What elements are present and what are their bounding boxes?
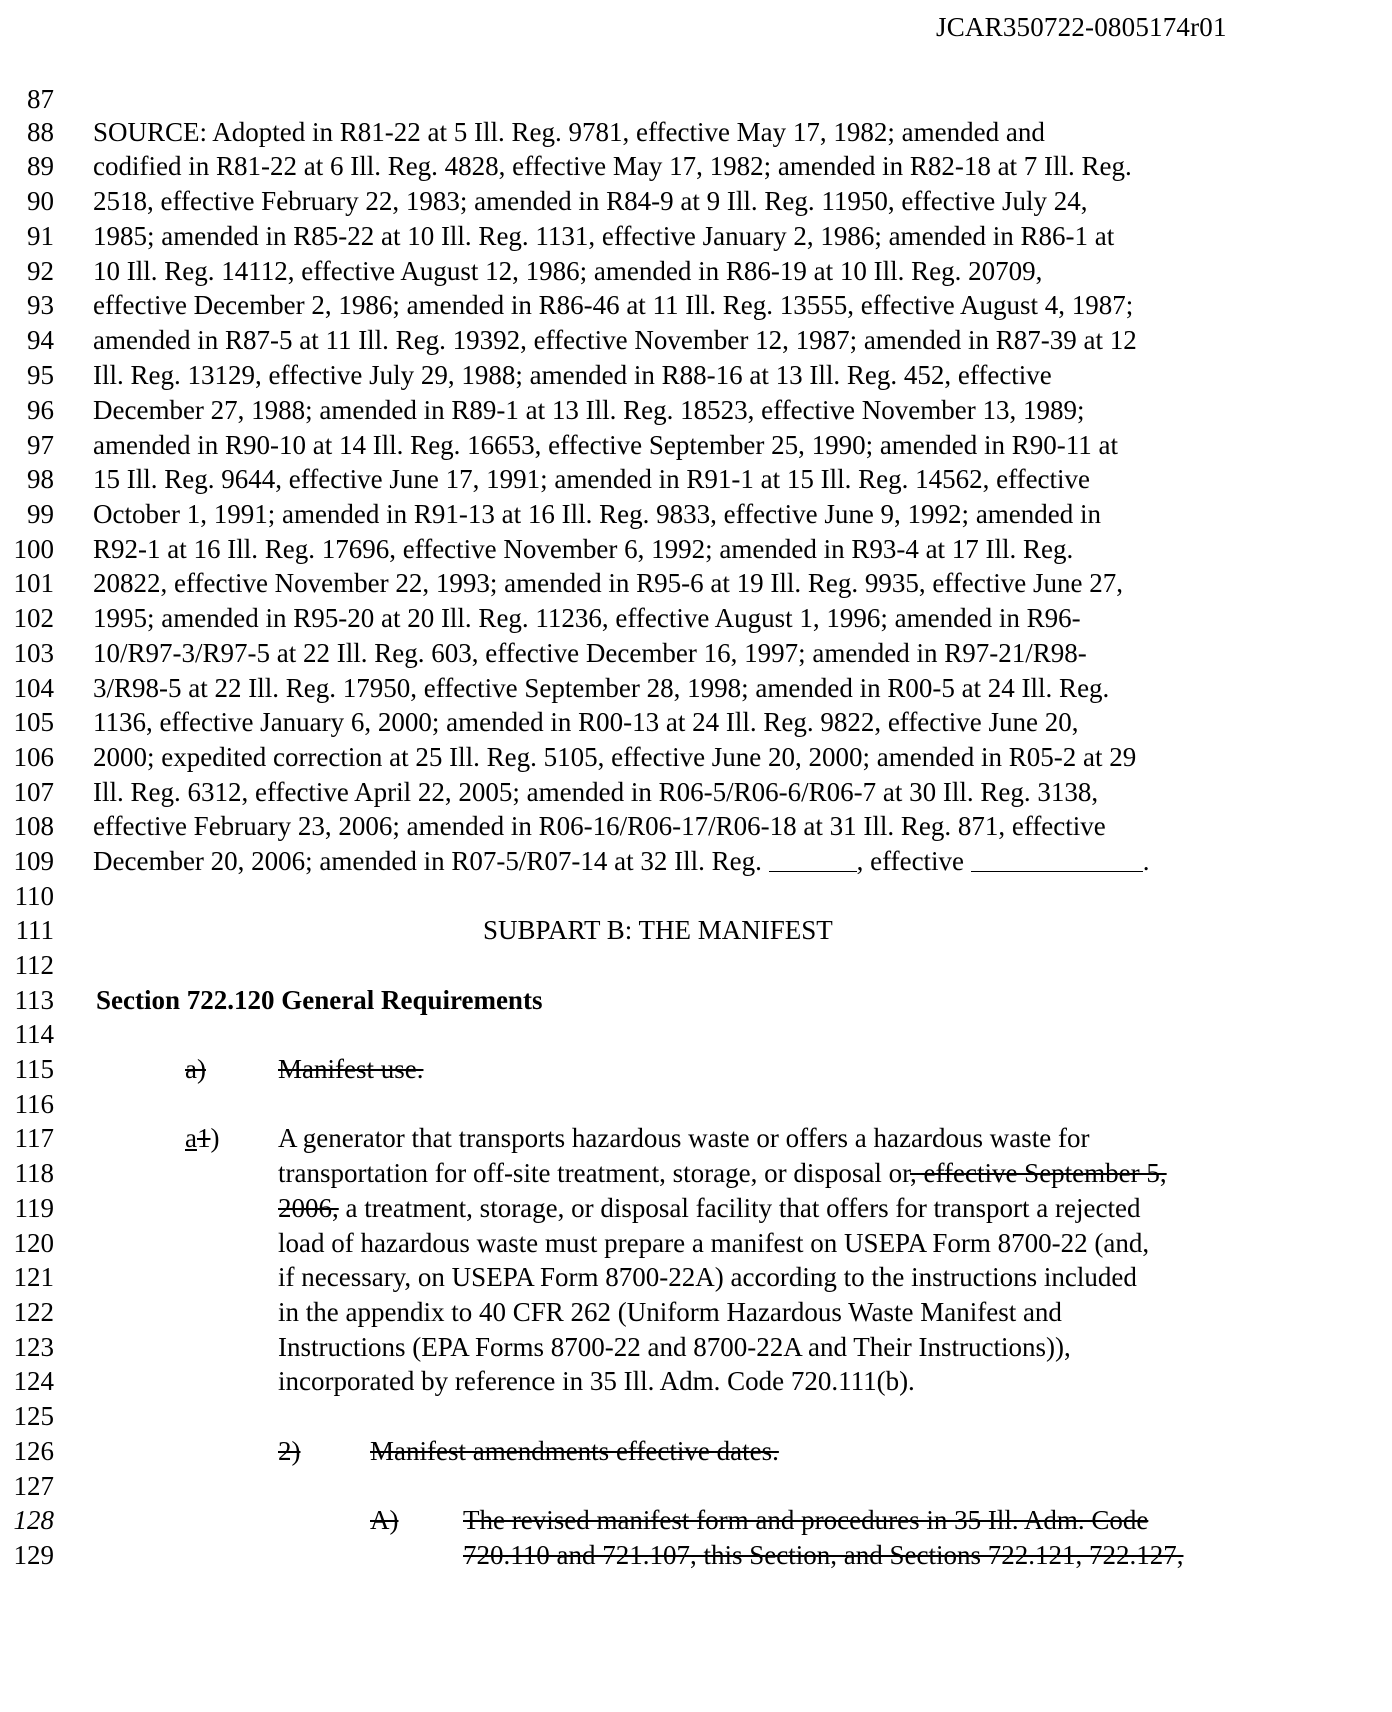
line-92 xyxy=(0,252,1392,290)
source-note-line: 2000; expedited correction at 25 Ill. Reg. 5105, effective June 20, 2000; amended in R05-2 at 29 xyxy=(93,742,1137,772)
line-129 xyxy=(0,1536,1392,1574)
source-note-line: 20822, effective November 22, 1993; amended in R95-6 at 19 Ill. Reg. 9935, effective June 27, xyxy=(93,568,1123,598)
line-number: 128 xyxy=(13,1505,54,1535)
line-number: 116 xyxy=(14,1089,54,1119)
source-note-line: Ill. Reg. 13129, effective July 29, 1988; amended in R88-16 at 13 Ill. Reg. 452, effective xyxy=(93,360,1052,390)
line-number: 111 xyxy=(15,915,54,945)
source-last-effective: , effective xyxy=(856,846,971,876)
item-A-text: The revised manifest form and procedures in 35 Ill. Adm. Code xyxy=(463,1505,1149,1535)
source-note-line: Ill. Reg. 6312, effective April 22, 2005; amended in R06-5/R06-6/R06-7 at 30 Ill. Reg. 3138, xyxy=(93,777,1099,807)
item-a1-text xyxy=(278,1189,1140,1227)
line-94 xyxy=(0,321,1392,359)
line-117 xyxy=(0,1119,1392,1157)
source-note-last-line xyxy=(93,842,1150,880)
line-108 xyxy=(0,807,1392,845)
line-109 xyxy=(0,842,1392,880)
line-number: 88 xyxy=(27,117,54,147)
line-119 xyxy=(0,1189,1392,1227)
document-id-header: JCAR350722-0805174r01 xyxy=(936,12,1227,42)
item-A-text: 720.110 and 721.107, this Section, and Sections 722.121, 722.127, xyxy=(463,1540,1184,1570)
source-note-line: SOURCE: Adopted in R81-22 at 5 Ill. Reg. 9781, effective May 17, 1982; amended and xyxy=(93,117,1045,147)
line-number: 117 xyxy=(14,1123,54,1153)
line-107 xyxy=(0,773,1392,811)
line-116 xyxy=(0,1085,1392,1123)
line-110 xyxy=(0,877,1392,915)
line-121 xyxy=(0,1258,1392,1296)
line-number: 119 xyxy=(14,1193,54,1223)
item-a1-text: incorporated by reference in 35 Ill. Adm. Code 720.111(b). xyxy=(278,1366,915,1396)
line-100 xyxy=(0,530,1392,568)
line-number: 96 xyxy=(27,395,54,425)
line-123 xyxy=(0,1328,1392,1366)
line-93 xyxy=(0,286,1392,324)
line-number: 124 xyxy=(13,1366,54,1396)
line-95 xyxy=(0,356,1392,394)
deleted-text: , effective September 5, xyxy=(910,1158,1167,1188)
line-90 xyxy=(0,182,1392,220)
line-103 xyxy=(0,634,1392,672)
item-2-label: 2) xyxy=(278,1436,301,1466)
line-number: 102 xyxy=(13,603,54,633)
deleted-text: 2006, xyxy=(278,1193,339,1223)
line-number: 113 xyxy=(14,985,54,1015)
source-note-line: 1985; amended in R85-22 at 10 Ill. Reg. 1131, effective January 2, 1986; amended in R86-1 at xyxy=(93,221,1115,251)
line-89 xyxy=(0,147,1392,185)
line-number: 100 xyxy=(13,534,54,564)
source-note-line: October 1, 1991; amended in R91-13 at 16 Ill. Reg. 9833, effective June 9, 1992; amended in xyxy=(93,499,1102,529)
line-number: 129 xyxy=(13,1540,54,1570)
line-97 xyxy=(0,426,1392,464)
subpart-heading: SUBPART B: THE MANIFEST xyxy=(483,915,833,945)
source-note-line: codified in R81-22 at 6 Ill. Reg. 4828, effective May 17, 1982; amended in R82-18 at 7 Ill. Reg. xyxy=(93,151,1132,181)
source-note-line: December 27, 1988; amended in R89-1 at 13 Ill. Reg. 18523, effective November 13, 1989; xyxy=(93,395,1085,425)
line-number: 121 xyxy=(13,1262,54,1292)
source-note-line: amended in R87-5 at 11 Ill. Reg. 19392, effective November 12, 1987; amended in R87-39 at 12 xyxy=(93,325,1137,355)
source-note-line: 1136, effective January 6, 2000; amended in R00-13 at 24 Ill. Reg. 9822, effective June 20, xyxy=(93,707,1079,737)
line-number: 92 xyxy=(27,256,54,286)
item-a1-text-part: a treatment, storage, or disposal facility that offers for transport a rejected xyxy=(338,1193,1141,1223)
line-number: 125 xyxy=(13,1401,54,1431)
line-number: 118 xyxy=(14,1158,54,1188)
line-124 xyxy=(0,1362,1392,1400)
item-a1-label-paren: ) xyxy=(210,1123,220,1153)
source-note-line: effective December 2, 1986; amended in R86-46 at 11 Ill. Reg. 13555, effective August 4, 1987; xyxy=(93,290,1134,320)
line-number: 99 xyxy=(27,499,54,529)
line-106 xyxy=(0,738,1392,776)
line-number: 109 xyxy=(13,846,54,876)
item-a1-text: in the appendix to 40 CFR 262 (Uniform Hazardous Waste Manifest and xyxy=(278,1297,1062,1327)
item-a1-text xyxy=(278,1154,1167,1192)
line-number: 91 xyxy=(27,221,54,251)
line-number: 101 xyxy=(13,568,54,598)
item-a1-text: A generator that transports hazardous waste or offers a hazardous waste for xyxy=(278,1123,1090,1153)
line-112 xyxy=(0,946,1392,984)
item-a1-label-old: 1 xyxy=(196,1123,211,1153)
line-number: 95 xyxy=(27,360,54,390)
line-120 xyxy=(0,1224,1392,1262)
line-128 xyxy=(0,1501,1392,1539)
source-last-text: December 20, 2006; amended in R07-5/R07-14 at 32 Ill. Reg. xyxy=(93,846,769,876)
line-number: 90 xyxy=(27,186,54,216)
source-last-period: . xyxy=(1142,846,1150,876)
item-A-label: A) xyxy=(370,1505,399,1535)
item-a1-label xyxy=(185,1119,219,1157)
line-102 xyxy=(0,599,1392,637)
line-99 xyxy=(0,495,1392,533)
line-number: 122 xyxy=(13,1297,54,1327)
line-number: 94 xyxy=(27,325,54,355)
item-a1-label-new: a xyxy=(185,1123,197,1153)
line-101 xyxy=(0,564,1392,602)
line-number: 112 xyxy=(14,950,54,980)
source-note-line: amended in R90-10 at 14 Ill. Reg. 16653, effective September 25, 1990; amended in R90-11 at xyxy=(93,430,1119,460)
line-number: 120 xyxy=(13,1228,54,1258)
line-88 xyxy=(0,113,1392,151)
line-number: 87 xyxy=(27,84,54,114)
line-number: 123 xyxy=(13,1332,54,1362)
line-number: 103 xyxy=(13,638,54,668)
line-number: 115 xyxy=(14,1054,54,1084)
line-127 xyxy=(0,1467,1392,1505)
section-heading: Section 722.120 General Requirements xyxy=(96,985,543,1015)
line-number: 104 xyxy=(13,673,54,703)
line-number: 126 xyxy=(13,1436,54,1466)
line-125 xyxy=(0,1397,1392,1435)
effective-date-blank xyxy=(971,847,1143,872)
source-note-line: R92-1 at 16 Ill. Reg. 17696, effective November 6, 1992; amended in R93-4 at 17 Ill. Reg. xyxy=(93,534,1074,564)
line-104 xyxy=(0,669,1392,707)
source-note-line: 2518, effective February 22, 1983; amended in R84-9 at 9 Ill. Reg. 11950, effective July 24, xyxy=(93,186,1088,216)
source-note-line: 3/R98-5 at 22 Ill. Reg. 17950, effective September 28, 1998; amended in R00-5 at 24 Ill. Reg. xyxy=(93,673,1110,703)
line-number: 106 xyxy=(13,742,54,772)
item-a1-text: if necessary, on USEPA Form 8700-22A) according to the instructions included xyxy=(278,1262,1137,1292)
line-number: 97 xyxy=(27,430,54,460)
line-number: 89 xyxy=(27,151,54,181)
line-number: 107 xyxy=(13,777,54,807)
line-number: 98 xyxy=(27,464,54,494)
line-91 xyxy=(0,217,1392,255)
source-note-line: 1995; amended in R95-20 at 20 Ill. Reg. 11236, effective August 1, 1996; amended in R96- xyxy=(93,603,1081,633)
item-a-label: a) xyxy=(185,1054,206,1084)
line-126 xyxy=(0,1432,1392,1470)
item-a1-text: Instructions (EPA Forms 8700-22 and 8700-22A and Their Instructions)), xyxy=(278,1332,1071,1362)
source-note-line: 10 Ill. Reg. 14112, effective August 12, 1986; amended in R86-19 at 10 Ill. Reg. 20709, xyxy=(93,256,1043,286)
source-note-line: effective February 23, 2006; amended in R06-16/R06-17/R06-18 at 31 Ill. Reg. 871, effective xyxy=(93,811,1106,841)
line-118 xyxy=(0,1154,1392,1192)
line-96 xyxy=(0,391,1392,429)
line-number: 105 xyxy=(13,707,54,737)
item-a1-text-part: transportation for off-site treatment, storage, or disposal or xyxy=(278,1158,910,1188)
line-number: 108 xyxy=(13,811,54,841)
line-105 xyxy=(0,703,1392,741)
line-number: 114 xyxy=(14,1019,54,1049)
line-115 xyxy=(0,1050,1392,1088)
line-111 xyxy=(0,911,1392,949)
source-note-line: 15 Ill. Reg. 9644, effective June 17, 1991; amended in R91-1 at 15 Ill. Reg. 14562, effective xyxy=(93,464,1091,494)
line-98 xyxy=(0,460,1392,498)
source-note-line: 10/R97-3/R97-5 at 22 Ill. Reg. 603, effective December 16, 1997; amended in R97-21/R98- xyxy=(93,638,1087,668)
item-a-text: Manifest use. xyxy=(278,1054,424,1084)
line-122 xyxy=(0,1293,1392,1331)
register-page-blank xyxy=(769,847,857,872)
line-114 xyxy=(0,1015,1392,1053)
line-number: 110 xyxy=(14,881,54,911)
item-2-text: Manifest amendments effective dates. xyxy=(370,1436,779,1466)
line-113 xyxy=(0,981,1392,1019)
line-number: 127 xyxy=(13,1471,54,1501)
line-number: 93 xyxy=(27,290,54,320)
item-a1-text: load of hazardous waste must prepare a manifest on USEPA Form 8700-22 (and, xyxy=(278,1228,1150,1258)
